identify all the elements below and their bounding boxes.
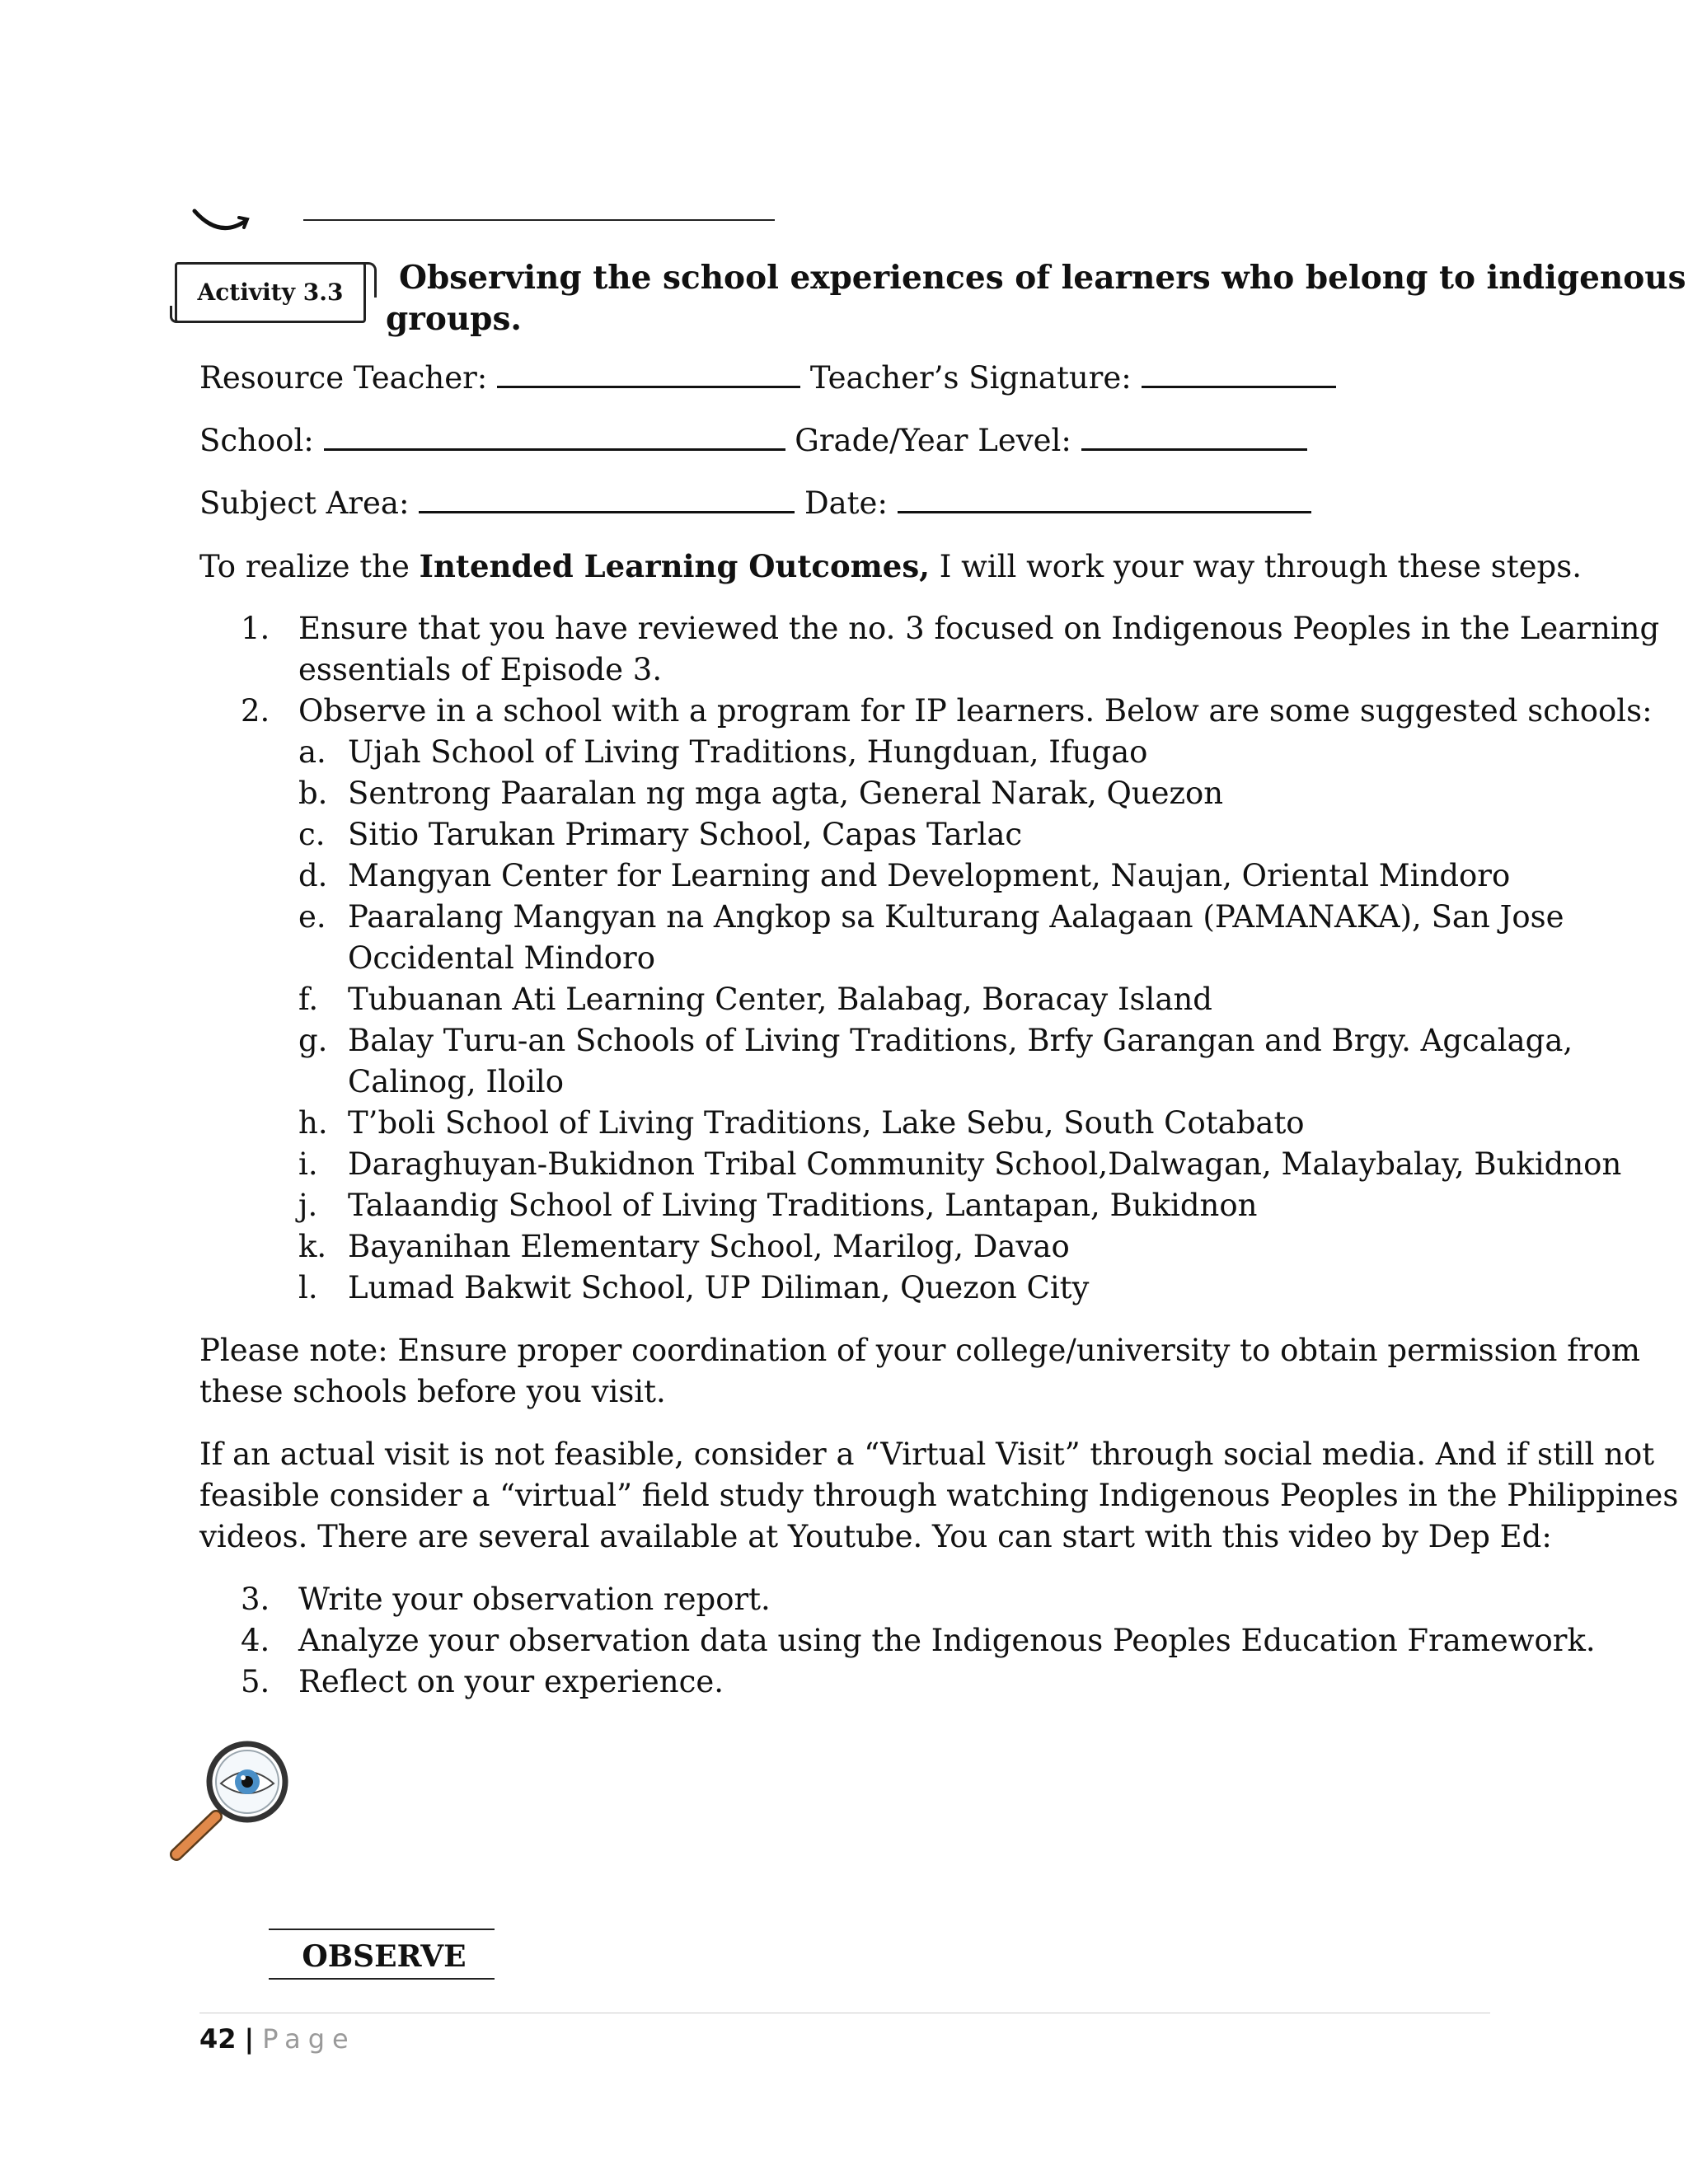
list-item: [199, 1620, 1596, 1661]
activity-badge: [175, 262, 366, 323]
list-marker: l.: [298, 1270, 318, 1305]
list-text: Tubuanan Ati Learning Center, Balabag, Boracay Island: [348, 982, 1212, 1017]
list-marker: 3.: [241, 1582, 270, 1617]
subject-area-field[interactable]: [419, 485, 795, 513]
list-item: [199, 1661, 1596, 1703]
intro-bold: Intended Learning Outcomes,: [419, 548, 931, 584]
list-marker: h.: [298, 1105, 328, 1141]
list-item: [199, 1144, 1621, 1185]
steps-list: [199, 1579, 1596, 1703]
list-text: Daraghuyan-Bukidnon Tribal Community School,Dalwagan, Malaybalay, Bukidnon: [348, 1146, 1622, 1182]
list-item: [199, 814, 1621, 855]
list-text: Analyze your observation data using the Indigenous Peoples Education Framework.: [298, 1623, 1596, 1658]
list-marker: e.: [298, 899, 326, 935]
list-text: Ensure that you have reviewed the no. 3 focused on Indigenous Peoples in the Learning: [298, 611, 1660, 646]
field-row: [199, 358, 1336, 399]
list-marker: 2.: [241, 693, 270, 729]
list-text: Ujah School of Living Traditions, Hungduan, Ifugao: [348, 734, 1148, 770]
list-text: Reflect on your experience.: [298, 1664, 724, 1699]
list-marker: 4.: [241, 1623, 270, 1658]
date-label: Date:: [804, 485, 888, 521]
school-label: School:: [199, 423, 314, 458]
activity-title-line: Observing the school experiences of learners who belong to indigenous: [399, 259, 1686, 297]
list-marker: b.: [298, 776, 328, 811]
paragraph-line: Please note: Ensure proper coordination of your college/university to obtain permission from: [199, 1333, 1640, 1368]
list-item: [199, 1226, 1621, 1268]
date-field[interactable]: [898, 485, 1311, 513]
list-marker: a.: [298, 734, 326, 770]
note-paragraph: [199, 1330, 1640, 1413]
teacher-signature-field[interactable]: [1142, 359, 1336, 388]
list-item: [199, 1020, 1621, 1103]
page-number: 42: [199, 2023, 237, 2055]
list-item: [199, 979, 1621, 1020]
list-text: Balay Turu-an Schools of Living Traditions, Brfy Garangan and Brgy. Agcalaga,: [348, 1023, 1573, 1058]
intro-text: To realize the: [199, 549, 420, 584]
activity-label: Activity 3.3: [197, 279, 344, 306]
subject-area-label: Subject Area:: [199, 485, 410, 521]
resource-teacher-label: Resource Teacher:: [199, 360, 488, 396]
list-marker: g.: [298, 1023, 328, 1058]
page-word: Page: [262, 2023, 356, 2055]
list-item: [199, 1579, 1596, 1620]
activity-title: [386, 257, 1686, 340]
list-item: [199, 773, 1621, 814]
resource-teacher-field[interactable]: [497, 359, 800, 388]
list-text: Talaandig School of Living Traditions, Lantapan, Bukidnon: [348, 1188, 1258, 1223]
school-field[interactable]: [324, 422, 785, 451]
page-footer: [199, 2021, 356, 2057]
list-text: Write your observation report.: [298, 1582, 771, 1617]
curved-arrow-icon: [191, 206, 254, 239]
list-text: Paaralang Mangyan na Angkop sa Kulturang Aalagaan (PAMANAKA), San Jose: [348, 899, 1564, 935]
observe-heading: OBSERVE: [302, 1939, 467, 1974]
list-item: [199, 1103, 1621, 1144]
list-marker: j.: [298, 1188, 318, 1223]
list-text: Observe in a school with a program for IP learners. Below are some suggested schools:: [298, 693, 1653, 729]
paragraph-line: If an actual visit is not feasible, consider a “Virtual Visit” through social media. And if still not: [199, 1436, 1655, 1472]
intro-paragraph: [199, 546, 1582, 588]
list-item: [199, 732, 1621, 773]
list-marker: c.: [298, 817, 326, 852]
list-item: [199, 1268, 1621, 1309]
paragraph-line: these schools before you visit.: [199, 1374, 666, 1409]
list-item: [199, 855, 1621, 897]
intro-text: I will work your way through these steps.: [930, 549, 1582, 584]
paragraph-line: feasible consider a “virtual” field study through watching Indigenous Peoples in the Philippines: [199, 1478, 1679, 1513]
list-text: Mangyan Center for Learning and Development, Naujan, Oriental Mindoro: [348, 858, 1511, 893]
field-row: [199, 483, 1311, 524]
list-marker: k.: [298, 1229, 327, 1264]
top-divider: [303, 219, 775, 221]
paragraph-line: videos. There are several available at Youtube. You can start with this video by Dep Ed:: [199, 1519, 1552, 1554]
list-marker: 5.: [241, 1664, 270, 1699]
magnifying-glass-eye-icon: [162, 1731, 293, 1871]
list-text: T’boli School of Living Traditions, Lake Sebu, South Cotabato: [348, 1105, 1305, 1141]
list-marker: d.: [298, 858, 328, 893]
activity-title-line: groups.: [386, 300, 522, 338]
list-text: Occidental Mindoro: [348, 940, 656, 976]
list-item: [199, 691, 1659, 732]
list-text: Bayanihan Elementary School, Marilog, Davao: [348, 1229, 1070, 1264]
teacher-signature-label: Teacher’s Signature:: [809, 360, 1132, 396]
grade-level-label: Grade/Year Level:: [795, 423, 1071, 458]
list-text: Calinog, Iloilo: [348, 1064, 565, 1099]
list-text: Sentrong Paaralan ng mga agta, General Narak, Quezon: [348, 776, 1224, 811]
list-text: essentials of Episode 3.: [298, 652, 663, 687]
list-item: [199, 608, 1659, 691]
virtual-visit-paragraph: [199, 1434, 1678, 1558]
page-separator: |: [244, 2023, 255, 2055]
list-marker: i.: [298, 1146, 318, 1182]
list-text: Sitio Tarukan Primary School, Capas Tarlac: [348, 817, 1023, 852]
list-marker: 1.: [241, 611, 270, 646]
grade-level-field[interactable]: [1081, 422, 1307, 451]
list-marker: f.: [298, 982, 319, 1017]
steps-list: [199, 608, 1659, 732]
list-text: Lumad Bakwit School, UP Diliman, Quezon City: [348, 1270, 1090, 1305]
list-item: [199, 897, 1621, 979]
schools-list: [199, 732, 1621, 1309]
list-item: [199, 1185, 1621, 1226]
field-row: [199, 420, 1307, 462]
